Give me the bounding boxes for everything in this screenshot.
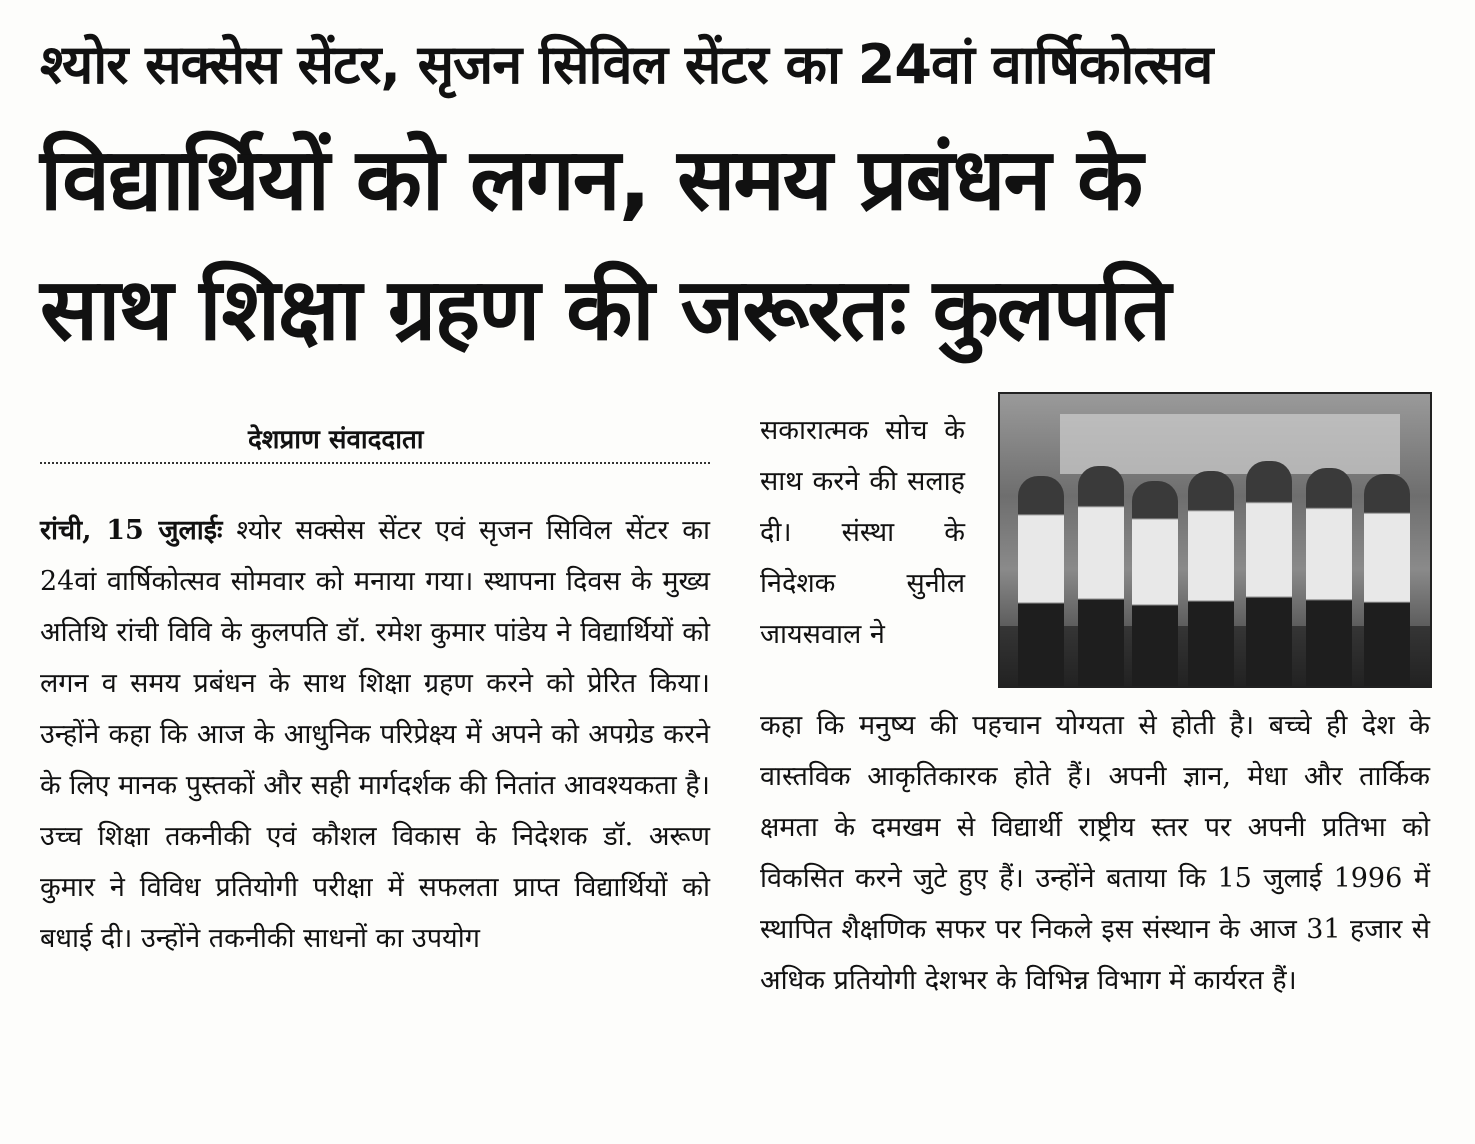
photo-person [1132,481,1178,686]
main-headline-line-2: साथ शिक्षा ग्रहण की जरूरतः कुलपति [40,260,1170,360]
photo-stage-banner [1060,414,1400,474]
photo-person [1018,476,1064,686]
photo-person [1078,466,1124,686]
article-text-left: श्योर सक्सेस सेंटर एवं सृजन सिविल सेंटर का 24वां वार्षिकोत्सव सोमवार को मनाया गया। स्थापना दिवस के मुख्य अतिथि रांची विवि के कुलपति डॉ. रमेश कुमार पांडेय ने विद्यार्थियों को लगन व समय प्रबंधन के साथ शिक्षा ग्रहण करने को प्रेरित किया। उन्होंने कहा कि आज के आधुनिक परिप्रेक्ष्य में अपने को अपग्रेड करने के लिए मानक पुस्तकों और सही मार्गदर्शक की नितांत आवश्यकता है। उच्च शिक्षा तकनीकी एवं कौशल विकास के निदेशक डॉ. अरूण कुमार ने विविध प्रतियोगी परीक्षा में सफलता प्राप्त विद्यार्थियों को बधाई दी। उन्होंने तकनीकी साधनों का उपयोग [40,515,710,954]
main-headline-line-1: विद्यार्थियों को लगन, समय प्रबंधन के [40,130,1142,230]
article-column-left [40,505,710,964]
photo-person [1188,471,1234,686]
photo-person [1306,468,1352,686]
byline: देशप्राण संवाददाता [248,425,424,455]
photo-person [1364,474,1410,686]
article-column-right-top: सकारात्मक सोच के साथ करने की सलाह दी। संस्था के निदेशक सुनील जायसवाल ने [760,415,965,650]
article-column-right-bottom: कहा कि मनुष्य की पहचान योग्यता से होती है। बच्चे ही देश के वास्तविक आकृतिकारक होते हैं। अपनी ज्ञान, मेधा और तार्किक क्षमता के दमखम से विद्यार्थी राष्ट्रीय स्तर पर अपनी प्रतिभा को विकसित करने जुटे हुए हैं। उन्होंने बताया कि 15 जुलाई 1996 में स्थापित शैक्षणिक सफर पर निकले इस संस्थान के आज 31 हजार से अधिक प्रतियोगी देशभर के विभिन्न विभाग में कार्यरत हैं। [760,710,1430,996]
byline-divider [40,462,710,464]
photo-person [1246,461,1292,686]
event-photo [998,392,1432,688]
kicker-headline: श्योर सक्सेस सेंटर, सृजन सिविल सेंटर का 24वां वार्षिकोत्सव [40,33,1213,96]
dateline: रांची, 15 जुलाईः [40,515,223,546]
